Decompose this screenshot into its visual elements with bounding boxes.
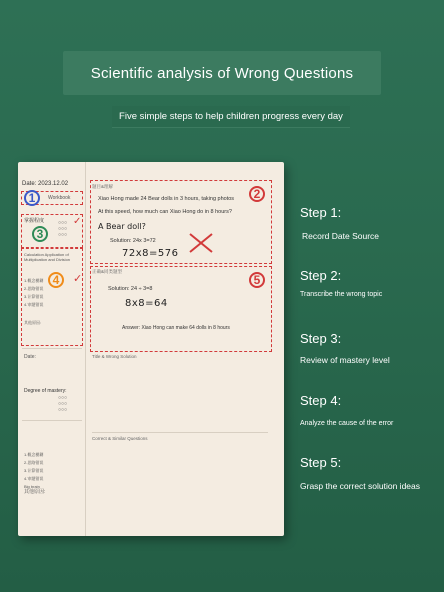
question-line-2: At this speed, how much can Xiao Hong do in 8 hours?: [98, 209, 232, 215]
step-4-desc: Analyze the cause of the error: [300, 420, 394, 427]
cause-item-3: 3.计算错误: [24, 294, 44, 299]
cause-item-b3: 3.计算错误: [24, 468, 44, 473]
date-text: Date: 2023.12.02: [22, 181, 69, 187]
marker-5-icon: 5: [249, 272, 265, 288]
question-header: 题目&理解: [92, 184, 114, 189]
mastery-checks: ○○○ ○○○ ○○○: [58, 220, 68, 238]
degree-checks: ○○○ ○○○ ○○○: [58, 395, 68, 413]
lower-divider: [92, 432, 268, 433]
wrong-solution: Solution: 24x 3=72: [110, 238, 156, 244]
step-1-title: Step 1:: [300, 205, 342, 220]
cause-item-b5: Big brain: [24, 484, 40, 489]
other-cause-label: 其他原因:: [24, 320, 42, 325]
mastery-label: 掌握程度: [24, 218, 45, 224]
left-column: [18, 162, 86, 536]
other-cause-label-2: 其他原因:: [24, 489, 46, 495]
check-mark-icon: ✓: [73, 216, 82, 227]
question-line-1: Xiao Hong made 24 Bear dolls in 3 hours, taking photos: [98, 196, 235, 202]
step-3-title: Step 3:: [300, 331, 342, 346]
step-5-desc: Grasp the correct solution ideas: [300, 481, 421, 491]
cause-item-b2: 2.思路错误: [24, 460, 44, 465]
wrong-cross-icon: [188, 232, 214, 254]
marker-2-icon: 2: [249, 186, 265, 202]
correct-math: 8x8=64: [125, 298, 168, 309]
step-1-desc: Record Date Source: [302, 231, 380, 241]
right-panel: [88, 162, 284, 536]
cause-item-2: 2.思路错误: [24, 286, 44, 291]
marker-box-5: [90, 266, 272, 352]
cause-item-b4: 4.审题错误: [24, 476, 44, 481]
cause-item-1: 1.概念模糊: [24, 278, 44, 283]
correct-header: 正确&同类题型: [92, 269, 123, 274]
correct-answer: Answer: Xiao Hong can make 64 dolls in 8 hours: [122, 325, 230, 331]
lower-header: Title & Wrong Solution: [92, 354, 137, 359]
step-2-title: Step 2:: [300, 268, 342, 283]
cause-label: Calculation Application of Multiplication and Division: [24, 252, 71, 262]
correct-solution: Solution: 24 ÷ 3=8: [108, 286, 153, 292]
cause-check-icon: ✓: [73, 273, 83, 285]
step-5-title: Step 5:: [300, 455, 342, 470]
divider-2: [22, 420, 82, 421]
page-subtitle: Five simple steps to help children progress every day: [112, 106, 350, 128]
wrong-answer-label: A Bear doll?: [98, 222, 146, 231]
cause-item-b1: 1.概念模糊: [24, 452, 44, 457]
degree-label: Degree of mastery:: [24, 388, 67, 394]
marker-4-icon: 4: [48, 272, 64, 288]
workbook-label: Workbook: [48, 195, 71, 201]
step-2-desc: Transcribe the wrong topic: [300, 291, 383, 298]
marker-1-icon: 1: [24, 190, 40, 206]
step-4-title: Step 4:: [300, 393, 342, 408]
notebook-sample: [18, 162, 284, 536]
lower-header-2: Correct & Similar Questions: [92, 436, 148, 441]
cause-item-4: 4.审题错误: [24, 302, 44, 307]
wrong-math: 72x8=576: [122, 248, 179, 259]
page-title: Scientific analysis of Wrong Questions: [63, 51, 381, 95]
step-3-desc: Review of mastery level: [300, 355, 390, 365]
divider: [22, 348, 82, 349]
marker-3-icon: 3: [32, 226, 48, 242]
date-label-2: Date:: [24, 354, 36, 360]
